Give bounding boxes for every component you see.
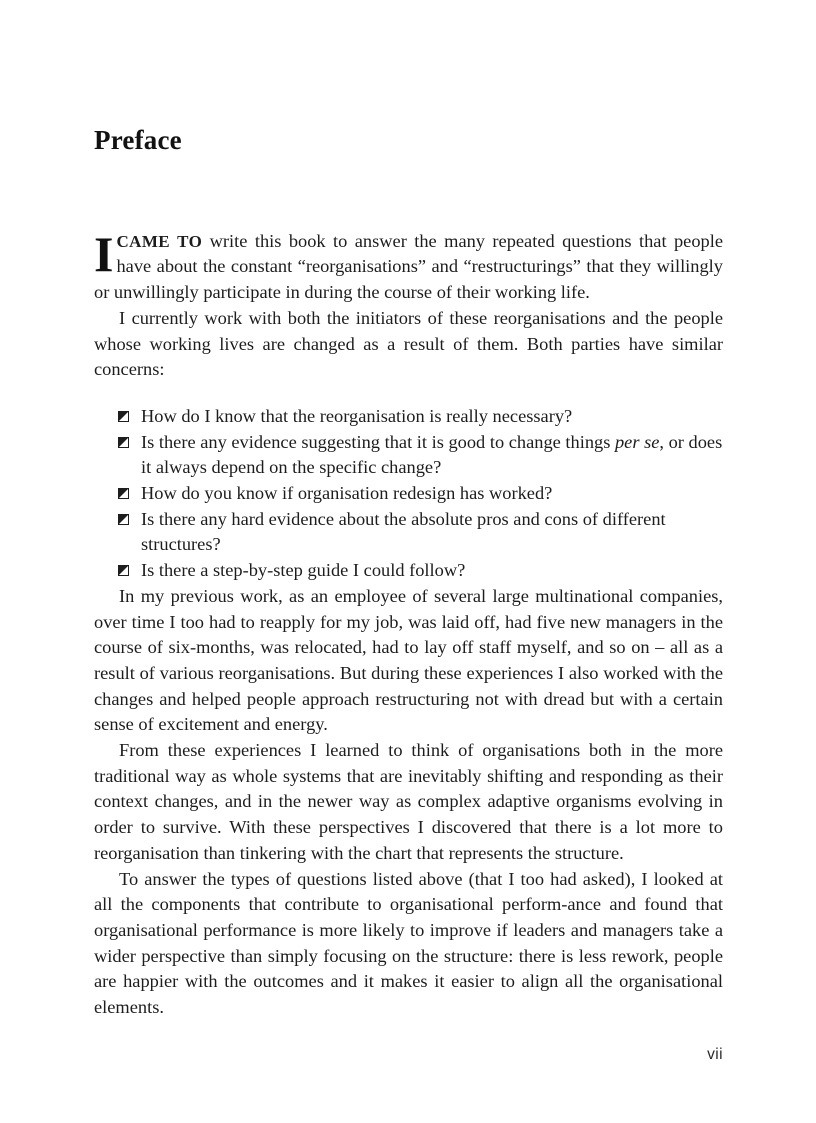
question-list [94,404,723,584]
page-number: vii [707,1046,723,1063]
third-paragraph: In my previous work, as an employee of several large multinational companies, over time I too had to reapply for my job, was laid off, had five new managers in the course of six-months, was relocated, had to lay off staff myself, and so on – all as a result of various reorganisations. But during these experiences I also worked with the changes and helped people approach restructuring not with dread but with a certain sense of excitement and energy. [94,585,723,735]
list-item [118,481,723,507]
opening-paragraph-text: write this book to answer the many repeated questions that people have about the constant “reorganisations” and “restructurings” that they willingly or unwillingly participate in during the course of their working life. [94,230,724,303]
list-item-label-cont: , or does it always depend on the specific change? [141,431,723,478]
page-title: Preface [94,125,182,155]
list-item-label: How do I know that the reorganisation is really necessary? [141,405,573,426]
list-item-label: Is there any hard evidence about the absolute pros and cons of different structures? [141,508,666,555]
list-item [118,430,723,481]
list-item-emphasis: per se [614,431,660,452]
fifth-paragraph: To answer the types of questions listed above (that I too had asked), I looked at all the components that contribute to organisational perform-ance and found that organisational performance is more likely to improve if leaders and managers take a wider perspective than simply focusing on the structure: there is less rework, people are happier with the outcomes and it makes it easier to align all the organisational elements. [94,868,723,1018]
list-item [118,558,723,584]
drop-cap-letter: I [94,225,114,282]
filled-triangle-square-bullet-icon [118,411,129,422]
body-text [94,225,724,1021]
filled-triangle-square-bullet-icon [118,514,129,525]
text-column [94,0,723,1021]
list-item-label: Is there any evidence suggesting that it is good to change things [141,431,615,452]
filled-triangle-square-bullet-icon [118,437,129,448]
list-item [118,404,723,430]
filled-triangle-square-bullet-icon [118,565,129,576]
list-item [118,507,723,558]
fourth-paragraph: From these experiences I learned to think of organisations both in the more traditional way as whole systems that are inevitably shifting and responding as their context changes, and in the newer way as complex adaptive organisms evolving in order to survive. With these perspectives I discovered that there is a lot more to reorganisation than tinkering with the chart that represents the structure. [94,740,723,863]
second-paragraph: I currently work with both the initiators of these reorganisations and the people whose working lives are changed as a result of them. Both parties have similar concerns: [94,307,723,380]
opening-paragraph [94,225,724,306]
filled-triangle-square-bullet-icon [118,488,129,499]
list-item-label: How do you know if organisation redesign has worked? [141,483,553,504]
opening-small-caps: CAME TO [116,231,203,251]
list-item-label: Is there a step-by-step guide I could follow? [141,560,466,581]
